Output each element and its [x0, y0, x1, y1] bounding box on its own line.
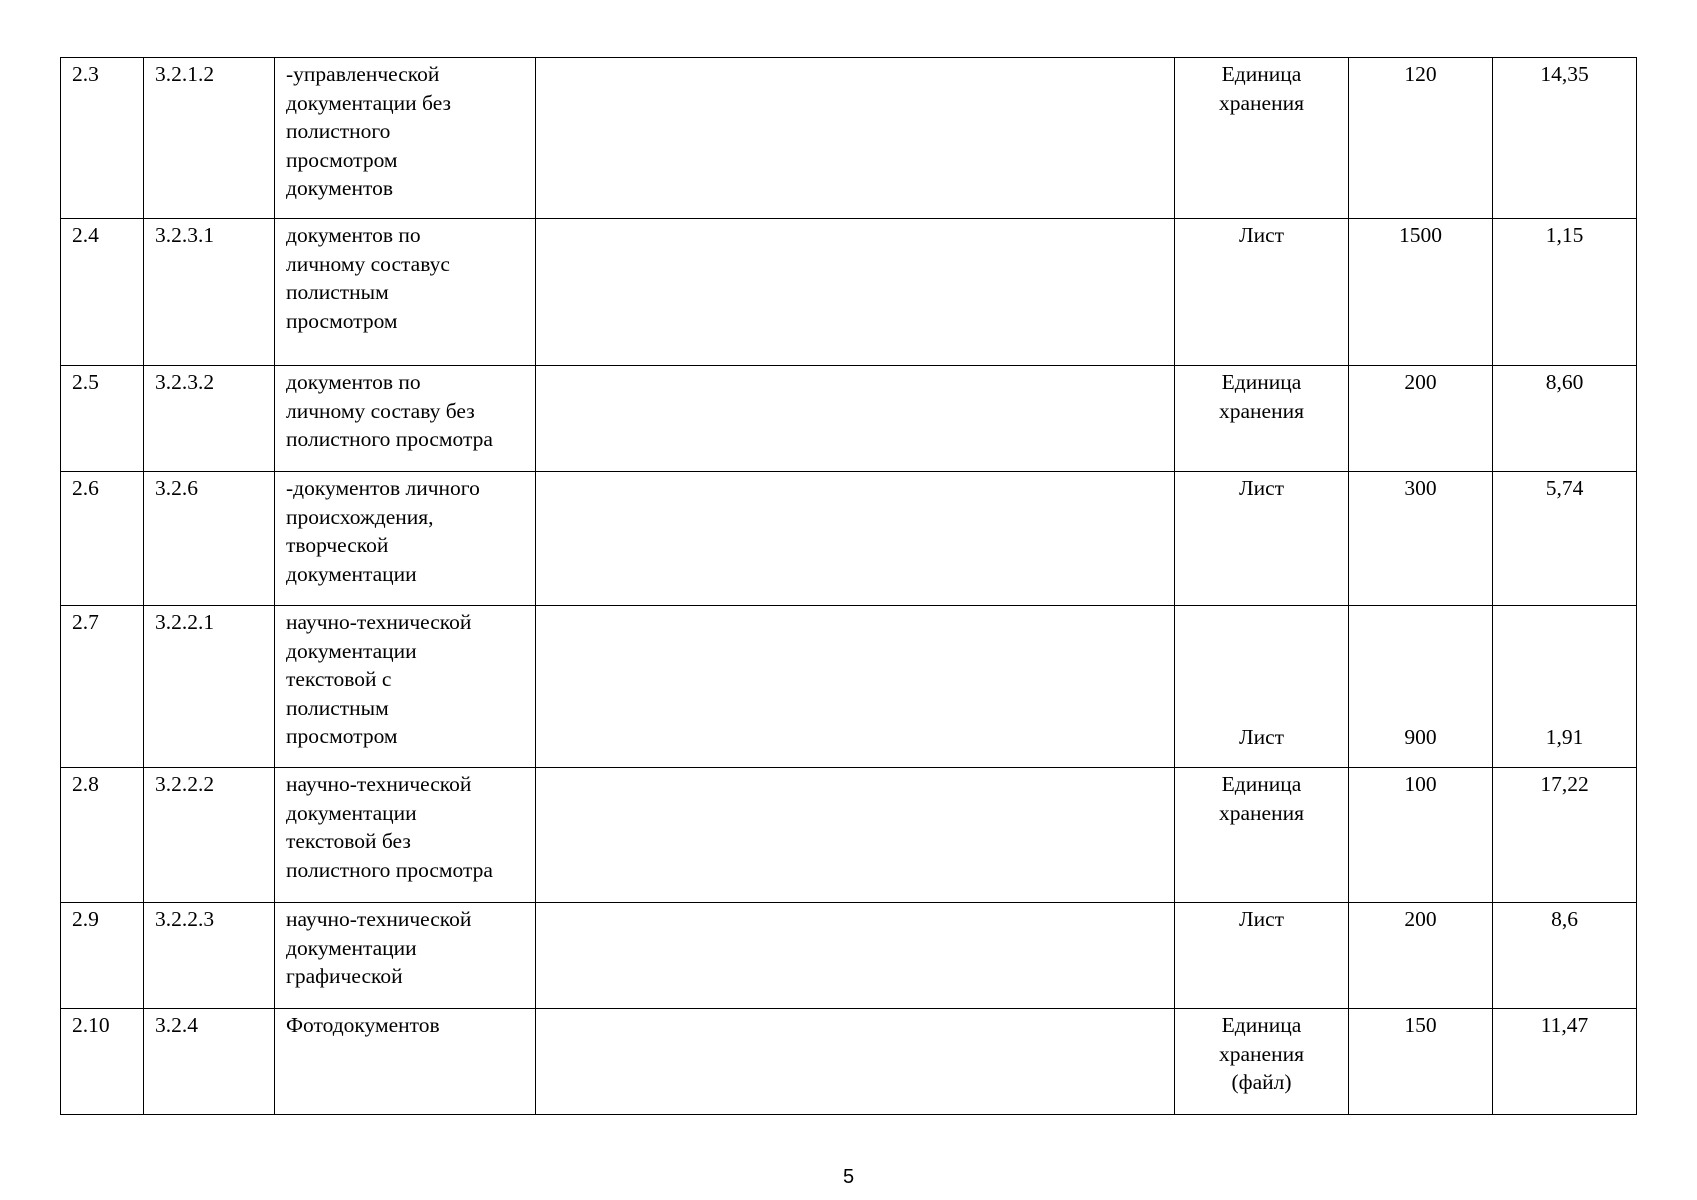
- name-cell: -документов личного происхождения, творческой документации: [275, 472, 536, 606]
- value-cell: 8,6: [1493, 903, 1637, 1009]
- value-cell: 5,74: [1493, 472, 1637, 606]
- name-cell: научно-технической документации графической: [275, 903, 536, 1009]
- quantity-cell: 120: [1349, 58, 1493, 219]
- unit-cell: Единица хранения (файл): [1175, 1009, 1349, 1115]
- code-cell: 3.2.2.2: [144, 768, 275, 903]
- unit-cell: Единица хранения: [1175, 366, 1349, 472]
- table-row: [61, 219, 1637, 366]
- code-cell: 3.2.4: [144, 1009, 275, 1115]
- code-cell: 3.2.2.1: [144, 606, 275, 768]
- name-cell: научно-технической документации текстовой с полистным просмотром: [275, 606, 536, 768]
- row-number-cell: 2.8: [61, 768, 144, 903]
- table-row: [61, 1009, 1637, 1115]
- row-number-cell: 2.10: [61, 1009, 144, 1115]
- table-row: [61, 903, 1637, 1009]
- row-number-cell: 2.4: [61, 219, 144, 366]
- value-cell: 14,35: [1493, 58, 1637, 219]
- quantity-cell: 200: [1349, 366, 1493, 472]
- quantity-cell: 150: [1349, 1009, 1493, 1115]
- code-cell: 3.2.2.3: [144, 903, 275, 1009]
- blank-cell: [536, 219, 1175, 366]
- quantity-cell: 100: [1349, 768, 1493, 903]
- blank-cell: [536, 903, 1175, 1009]
- name-cell: документов по личному составус полистным просмотром: [275, 219, 536, 366]
- row-number-cell: 2.5: [61, 366, 144, 472]
- name-cell: документов по личному составу без полистного просмотра: [275, 366, 536, 472]
- value-cell: 8,60: [1493, 366, 1637, 472]
- blank-cell: [536, 606, 1175, 768]
- blank-cell: [536, 58, 1175, 219]
- unit-cell: Единица хранения: [1175, 768, 1349, 903]
- name-cell: -управленческой документации без полистного просмотром документов: [275, 58, 536, 219]
- unit-cell: Лист: [1175, 606, 1349, 768]
- code-cell: 3.2.3.2: [144, 366, 275, 472]
- price-table: [60, 57, 1637, 1115]
- table-row: [61, 58, 1637, 219]
- name-cell: Фотодокументов: [275, 1009, 536, 1115]
- blank-cell: [536, 768, 1175, 903]
- blank-cell: [536, 366, 1175, 472]
- row-number-cell: 2.7: [61, 606, 144, 768]
- row-number-cell: 2.3: [61, 58, 144, 219]
- quantity-cell: 900: [1349, 606, 1493, 768]
- unit-cell: Лист: [1175, 219, 1349, 366]
- name-cell: научно-технической документации текстовой без полистного просмотра: [275, 768, 536, 903]
- unit-cell: Лист: [1175, 472, 1349, 606]
- code-cell: 3.2.3.1: [144, 219, 275, 366]
- blank-cell: [536, 472, 1175, 606]
- value-cell: 17,22: [1493, 768, 1637, 903]
- table-row: [61, 472, 1637, 606]
- blank-cell: [536, 1009, 1175, 1115]
- row-number-cell: 2.6: [61, 472, 144, 606]
- quantity-cell: 1500: [1349, 219, 1493, 366]
- table-row: [61, 366, 1637, 472]
- unit-cell: Лист: [1175, 903, 1349, 1009]
- code-cell: 3.2.6: [144, 472, 275, 606]
- value-cell: 1,15: [1493, 219, 1637, 366]
- table-row: [61, 606, 1637, 768]
- quantity-cell: 200: [1349, 903, 1493, 1009]
- page-number: 5: [842, 1166, 855, 1188]
- code-cell: 3.2.1.2: [144, 58, 275, 219]
- quantity-cell: 300: [1349, 472, 1493, 606]
- unit-cell: Единица хранения: [1175, 58, 1349, 219]
- row-number-cell: 2.9: [61, 903, 144, 1009]
- value-cell: 11,47: [1493, 1009, 1637, 1115]
- value-cell: 1,91: [1493, 606, 1637, 768]
- table-row: [61, 768, 1637, 903]
